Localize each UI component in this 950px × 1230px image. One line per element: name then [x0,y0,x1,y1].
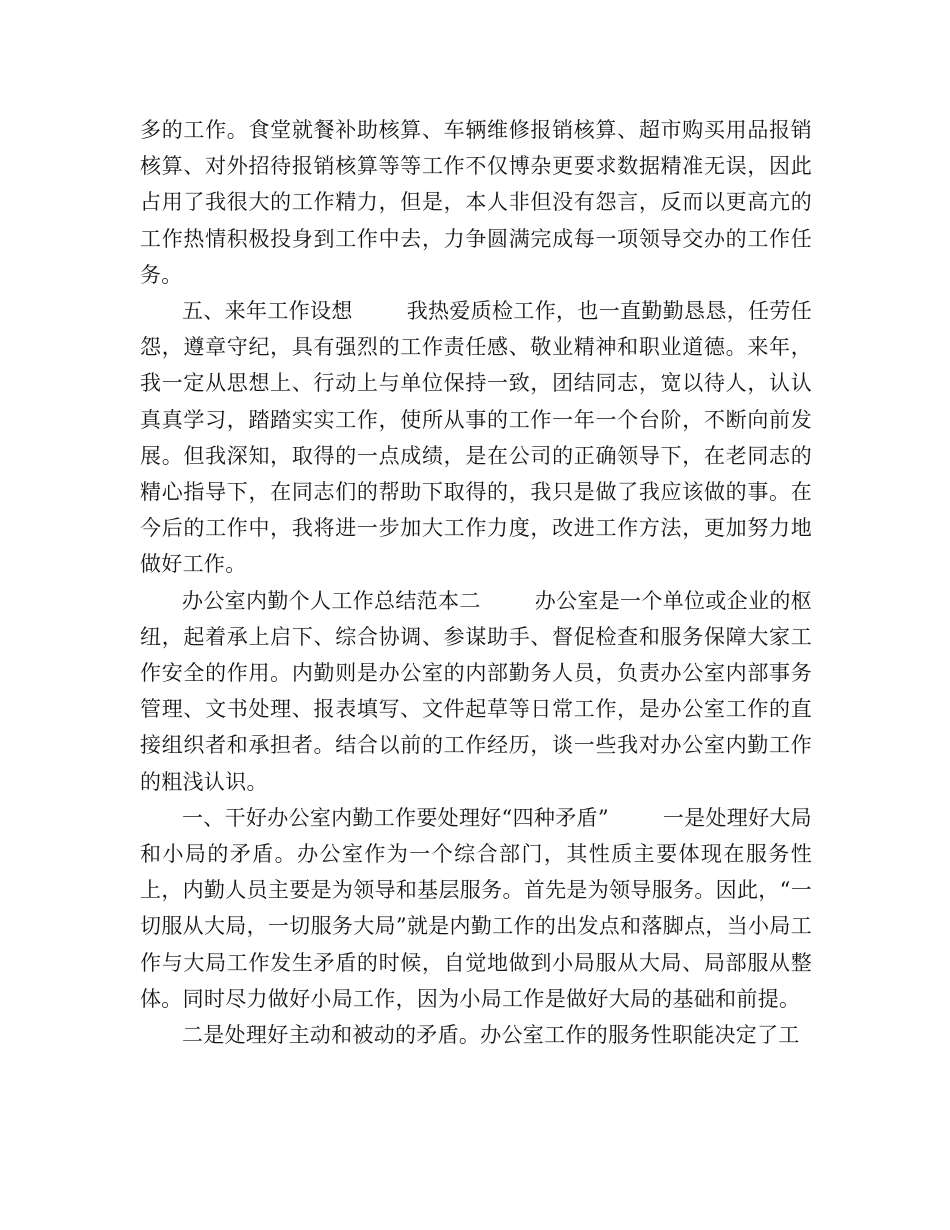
paragraph-5 [140,1017,812,1053]
paragraph-text: 多的工作。食堂就餐补助核算、车辆维修报销核算、超市购买用品报销核算、对外招待报销核算等等工作不仅博杂更要求数据精准无误，因此占用了我很大的工作精力，但是，本人非但没有怨言，反而以更高亢的工作热情积极投身到工作中去，力争圆满完成每一项领导交办的工作任务。 [140,118,812,287]
paragraph-text: 一是处理好大局和小局的矛盾。办公室作为一个综合部门，其性质主要体现在服务性上，内勤人员主要是为领导和基层服务。首先是为领导服务。因此，“一切服从大局，一切服务大局”就是内勤工作的出发点和落脚点，当小局工作与大局工作发生矛盾的时候，自觉地做到小局服从大局、局部服从整体。同时尽力做好小局工作，因为小局工作是做好大局的基础和前提。 [140,805,812,1011]
section-heading: 办公室内勤个人工作总结范本二 [182,588,481,613]
section-heading: 一、干好办公室内勤工作要处理好“四种矛盾” [182,805,609,830]
section-heading: 五、来年工作设想 [182,299,353,324]
paragraph-2 [140,293,812,583]
paragraph-1 [140,112,812,293]
paragraph-3 [140,583,812,800]
paragraph-4 [140,800,812,1017]
document-body [140,112,812,1053]
paragraph-text: 办公室是一个单位或企业的枢纽，起着承上启下、综合协调、参谋助手、督促检查和服务保障大家工作安全的作用。内勤则是办公室的内部勤务人员，负责办公室内部事务管理、文书处理、报表填写、文件起草等日常工作，是办公室工作的直接组织者和承担者。结合以前的工作经历，谈一些我对办公室内勤工作的粗浅认识。 [140,588,812,794]
paragraph-text: 二是处理好主动和被动的矛盾。办公室工作的服务性职能决定了工 [182,1023,800,1048]
paragraph-text: 我热爱质检工作，也一直勤勤恳恳，任劳任怨，遵章守纪，具有强烈的工作责任感、敬业精神和职业道德。来年，我一定从思想上、行动上与单位保持一致，团结同志，宽以待人，认认真真学习，踏踏实实工作，使所从事的工作一年一个台阶，不断向前发展。但我深知，取得的一点成绩，是在公司的正确领导下，在老同志的精心指导下，在同志们的帮助下取得的，我只是做了我应该做的事。在今后的工作中，我将进一步加大工作力度，改进工作方法，更加努力地做好工作。 [140,299,812,577]
